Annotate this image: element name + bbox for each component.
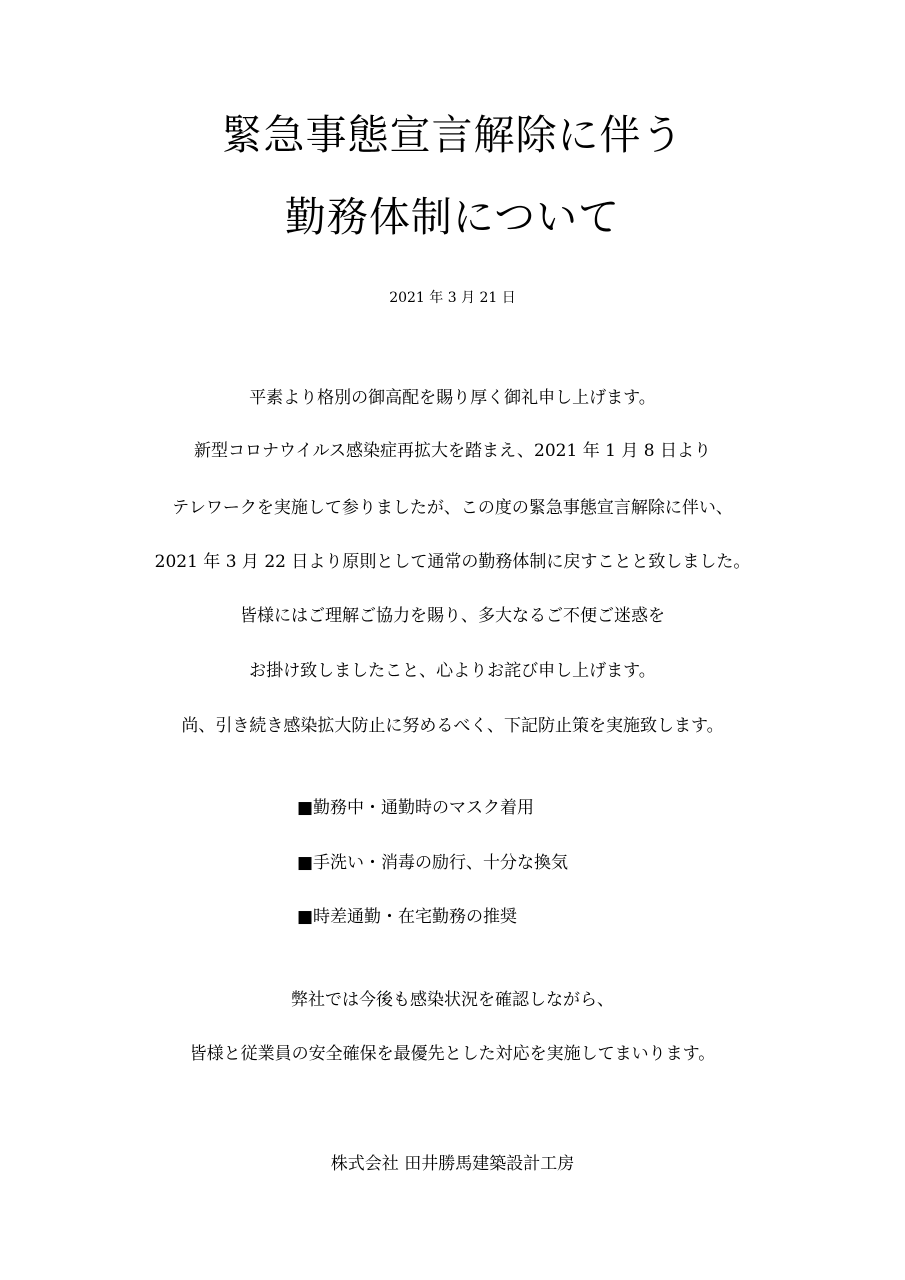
measure-mask: ■勤務中・通勤時のマスク着用 [297,798,535,818]
measure-staggered-commute: ■時差通勤・在宅勤務の推奨 [297,907,518,927]
body-line-6: お掛け致しましたこと、心よりお詫び申し上げます。 [249,661,656,681]
title-line-1: 緊急事態宣言解除に伴う [221,111,684,159]
title-line-2: 勤務体制について [284,193,621,241]
closing-line-2: 皆様と従業員の安全確保を最優先とした対応を実施してまいります。 [189,1044,716,1064]
body-line-2: 新型コロナウイルス感染症再拡大を踏まえ、2021 年 1 月 8 日より [194,441,711,461]
body-line-7: 尚、引き続き感染拡大防止に努めるべく、下記防止策を実施致します。 [181,716,724,736]
closing-line-1: 弊社では今後も感染状況を確認しながら、 [291,990,614,1010]
body-line-1: 平素より格別の御高配を賜り厚く御礼申し上げます。 [249,388,656,408]
body-line-5: 皆様にはご理解ご協力を賜り、多大なるご不便ご迷惑を [240,606,665,626]
document-date: 2021 年 3 月 21 日 [389,290,516,306]
body-line-4: 2021 年 3 月 22 日より原則として通常の勤務体制に戻すことと致しました。 [154,552,751,572]
company-name: 株式会社 田井勝馬建築設計工房 [330,1154,575,1174]
body-line-3: テレワークを実施して参りましたが、この度の緊急事態宣言解除に伴い、 [172,498,733,518]
measure-handwashing: ■手洗い・消毒の励行、十分な換気 [297,853,569,873]
